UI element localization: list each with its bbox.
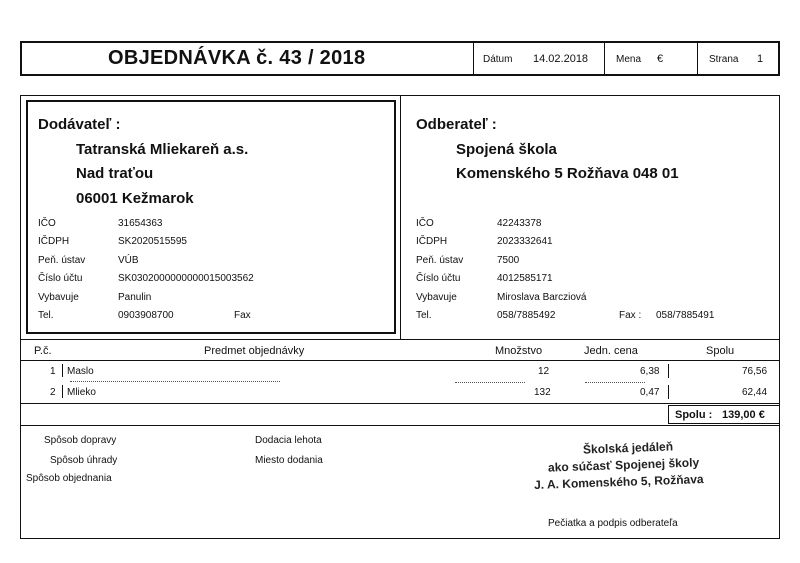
row-price-separator — [668, 364, 669, 378]
supplier-field-value: 31654363 — [118, 218, 163, 229]
supplier-field-label: IČDPH — [38, 236, 70, 247]
sum-label: Spolu : — [675, 409, 713, 421]
column-header: Jedn. cena — [584, 345, 638, 357]
header-divider — [473, 43, 474, 74]
delivery-place-label: Miesto dodania — [255, 455, 323, 466]
customer-address: Komenského 5 Rožňava 048 01 — [456, 165, 679, 182]
row-dotted-line — [585, 382, 645, 383]
table-row-total: 76,56 — [742, 366, 768, 377]
supplier-name: Tatranská Mliekareň a.s. — [76, 141, 249, 158]
customer-name: Spojená škola — [456, 141, 557, 158]
supplier-field-value: SK0302000000000015003562 — [118, 273, 254, 284]
supplier-field-label: Vybavuje — [38, 292, 79, 303]
page-value: 1 — [757, 53, 764, 65]
customer-field-label: Vybavuje — [416, 292, 457, 303]
customer-field-label: Tel. — [416, 310, 432, 321]
customer-field-label: IČDPH — [416, 236, 448, 247]
column-header: Predmet objednávky — [204, 345, 305, 357]
table-top-line — [20, 339, 780, 340]
table-row-qty: 132 — [534, 387, 551, 398]
stamp-line: ako súčasť Spojenej školy — [547, 455, 700, 475]
transport-label: Spôsob dopravy — [44, 435, 117, 446]
sum-value: 139,00 € — [722, 409, 765, 421]
footer-top-line — [20, 425, 780, 426]
column-header: Množstvo — [495, 345, 543, 357]
date-value: 14.02.2018 — [533, 53, 589, 65]
customer-field-label: Peň. ústav — [416, 255, 464, 266]
row-number-separator — [62, 385, 63, 398]
table-row-price: 0,47 — [640, 387, 660, 398]
column-header: P.č. — [34, 345, 52, 357]
customer-field-label: IČO — [416, 218, 434, 229]
supplier-field-value: SK2020515595 — [118, 236, 187, 247]
stamp-line: J. A. Komenského 5, Rožňava — [533, 472, 704, 492]
customer-fax-label: Fax : — [619, 310, 642, 321]
supplier-field-label: Tel. — [38, 310, 54, 321]
table-header-line — [20, 360, 780, 361]
table-bottom-line — [20, 403, 780, 404]
row-dotted-line — [455, 382, 525, 383]
row-price-separator — [668, 385, 669, 399]
document-title: OBJEDNÁVKA č. 43 / 2018 — [108, 47, 366, 69]
customer-field-label: Číslo účtu — [416, 273, 461, 284]
table-row-number: 2 — [50, 387, 56, 398]
supplier-field-label: IČO — [38, 218, 56, 229]
supplier-heading: Dodávateľ : — [38, 116, 121, 133]
signature-label: Pečiatka a podpis odberateľa — [548, 518, 678, 529]
supplier-street: Nad traťou — [76, 165, 154, 182]
header-divider — [604, 43, 605, 74]
supplier-fax-label: Fax — [234, 310, 251, 321]
supplier-field-label: Peň. ústav — [38, 255, 86, 266]
party-divider — [400, 96, 401, 339]
payment-label: Spôsob úhrady — [50, 455, 118, 466]
table-row-qty: 12 — [538, 366, 550, 377]
currency-value: € — [657, 53, 664, 65]
customer-heading: Odberateľ : — [416, 116, 497, 133]
order-method-label: Spôsob objednania — [26, 473, 112, 484]
supplier-field-label: Číslo účtu — [38, 273, 83, 284]
table-row-number: 1 — [50, 366, 56, 377]
customer-field-value: 058/7885492 — [497, 310, 556, 321]
table-row-price: 6,38 — [640, 366, 660, 377]
supplier-field-value: Panulin — [118, 292, 152, 303]
supplier-field-value: VÚB — [118, 255, 139, 266]
customer-field-value: 4012585171 — [497, 273, 553, 284]
customer-field-value: 42243378 — [497, 218, 542, 229]
customer-field-value: 2023332641 — [497, 236, 553, 247]
header-divider — [697, 43, 698, 74]
table-row-total: 62,44 — [742, 387, 768, 398]
page-label: Strana — [709, 54, 739, 65]
row-dotted-line — [70, 381, 280, 382]
currency-label: Mena — [616, 54, 642, 65]
customer-fax-value: 058/7885491 — [656, 310, 715, 321]
customer-field-value: Miroslava Barcziová — [497, 292, 587, 303]
supplier-city: 06001 Kežmarok — [76, 190, 194, 207]
column-header: Spolu — [706, 345, 735, 357]
customer-field-value: 7500 — [497, 255, 520, 266]
row-number-separator — [62, 364, 63, 377]
table-row-item: Maslo — [67, 366, 94, 377]
supplier-field-value: 0903908700 — [118, 310, 174, 321]
stamp-line: Školská jedáleň — [582, 439, 674, 457]
table-row-item: Mlieko — [67, 387, 96, 398]
delivery-term-label: Dodacia lehota — [255, 435, 322, 446]
supplier-box — [26, 100, 396, 334]
date-label: Dátum — [483, 54, 513, 65]
